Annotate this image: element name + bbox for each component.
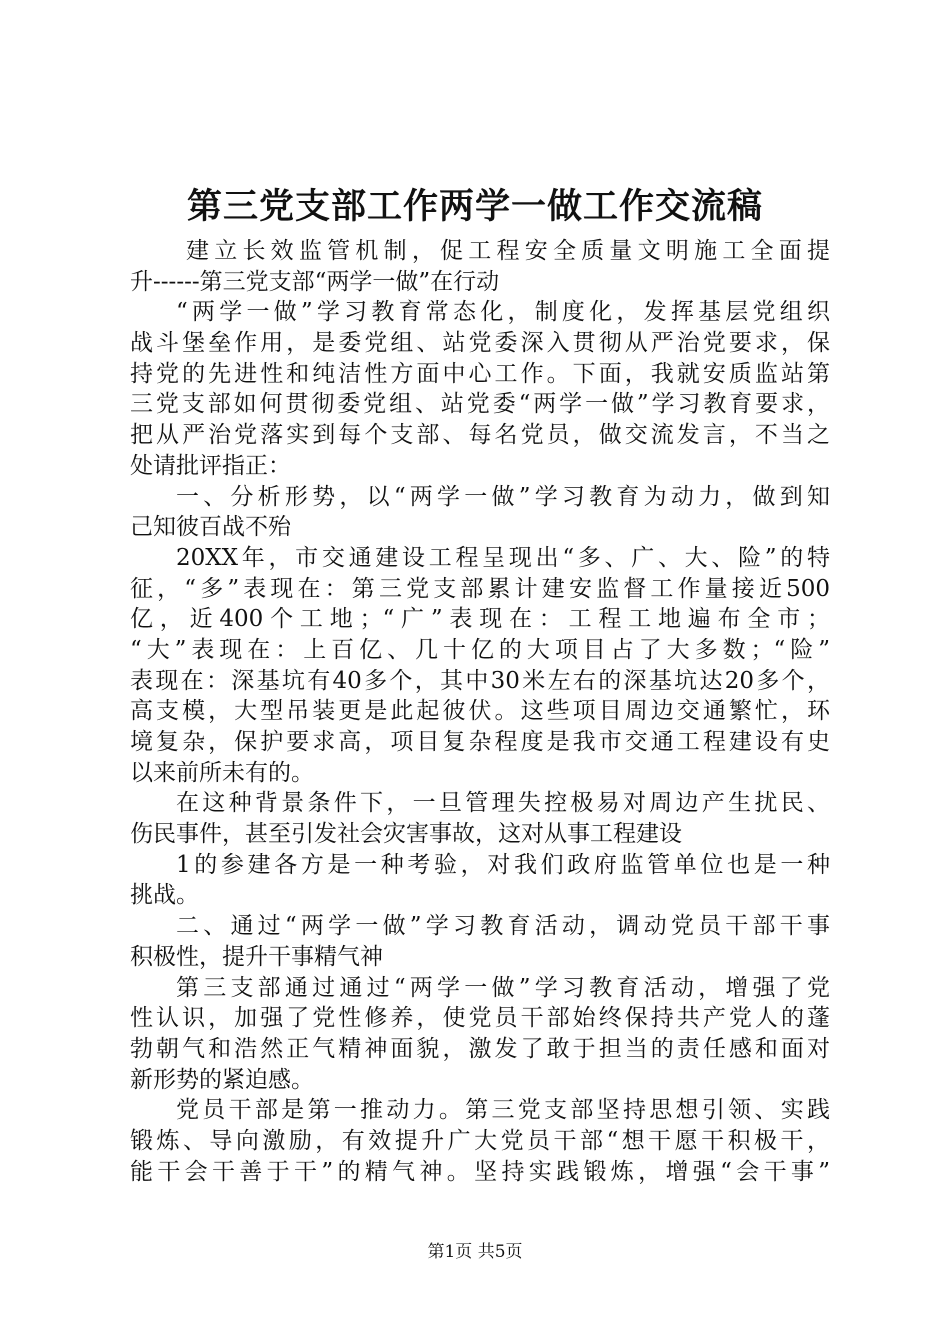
text-line: 境复杂，保护要求高，项目复杂程度是我市交通工程建设有史 bbox=[130, 729, 830, 755]
page-footer: 第1页 共5页 bbox=[427, 1242, 523, 1262]
text-line: 征，“多”表现在：第三党支部累计建安监督工作量接近500 bbox=[130, 575, 830, 602]
text-line: 积极性，提升干事精气神 bbox=[130, 943, 383, 970]
text-line: 勃朝气和浩然正气精神面貌，激发了敢于担当的责任感和面对 bbox=[130, 1035, 830, 1062]
text-line: 挑战。 bbox=[130, 882, 199, 909]
text-line: 升------第三党支部“两学一做”在行动 bbox=[130, 268, 500, 295]
text-line: 党员干部是第一推动力。第三党支部坚持思想引领、实践 bbox=[176, 1097, 830, 1124]
text-line: 20XX年，市交通建设工程呈现出“多、广、大、险”的特 bbox=[176, 544, 830, 571]
text-line: “大”表现在：上百亿、几十亿的大项目占了大多数；“险” bbox=[130, 636, 830, 663]
document-title: 第三党支部工作两学一做工作交流稿 bbox=[186, 187, 763, 227]
text-line: 处请批评指正： bbox=[130, 452, 291, 479]
text-line: “两学一做”学习教育常态化，制度化，发挥基层党组织 bbox=[176, 299, 830, 326]
text-line: 以来前所未有的。 bbox=[130, 759, 314, 786]
text-line: 建立长效监管机制，促工程安全质量文明施工全面提 bbox=[186, 238, 830, 264]
document-body bbox=[130, 236, 830, 1187]
text-line: 表现在：深基坑有40多个，其中30米左右的深基坑达20多个， bbox=[130, 667, 830, 694]
text-line: 二、通过“两学一做”学习教育活动，调动党员干部干事 bbox=[176, 913, 830, 940]
text-line: 新形势的紧迫感。 bbox=[130, 1066, 314, 1093]
text-line: 能干会干善于干”的精气神。坚持实践锻炼，增强“会干事” bbox=[130, 1158, 830, 1185]
text-line: 把从严治党落实到每个支部、每名党员，做交流发言，不当之 bbox=[130, 422, 830, 449]
text-line: 亿，近400个工地；“广”表现在：工程工地遍布全市； bbox=[130, 606, 830, 633]
text-line: 一、分析形势，以“两学一做”学习教育为动力，做到知 bbox=[176, 483, 830, 510]
text-line: 伤民事件，甚至引发社会灾害事故，这对从事工程建设 bbox=[130, 821, 682, 848]
text-line: 第三支部通过通过“两学一做”学习教育活动，增强了党 bbox=[176, 974, 830, 1001]
text-line: 在这种背景条件下，一旦管理失控极易对周边产生扰民、 bbox=[176, 790, 830, 817]
text-line: 己知彼百战不殆 bbox=[130, 514, 291, 541]
text-line: 1的参建各方是一种考验，对我们政府监管单位也是一种 bbox=[176, 851, 830, 878]
text-line: 战斗堡垒作用，是委党组、站党委深入贯彻从严治党要求，保 bbox=[130, 330, 830, 357]
text-line: 锻炼、导向激励，有效提升广大党员干部“想干愿干积极干， bbox=[130, 1127, 830, 1154]
text-line: 高支模，大型吊装更是此起彼伏。这些项目周边交通繁忙，环 bbox=[130, 698, 830, 725]
text-line: 持党的先进性和纯洁性方面中心工作。下面，我就安质监站第 bbox=[130, 360, 830, 387]
text-line: 性认识，加强了党性修养，使党员干部始终保持共产党人的蓬 bbox=[130, 1005, 830, 1032]
text-line: 三党支部如何贯彻委党组、站党委“两学一做”学习教育要求， bbox=[130, 391, 830, 418]
